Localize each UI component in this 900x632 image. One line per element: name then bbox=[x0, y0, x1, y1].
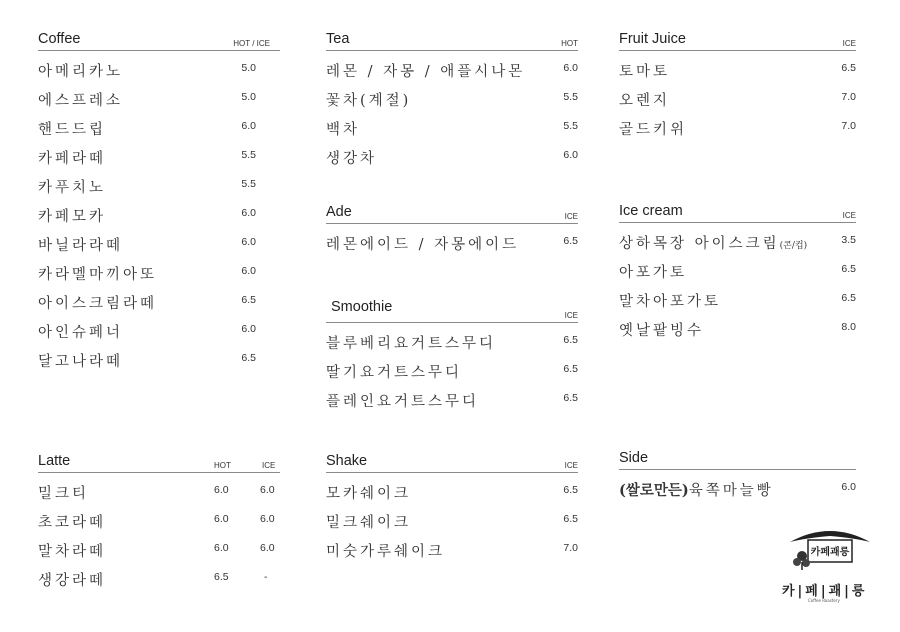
column-header-hot: HOT bbox=[214, 461, 231, 470]
item-name: 밀크티 bbox=[38, 486, 90, 502]
item-price: 6.5 bbox=[841, 292, 856, 304]
item-name: 초코라떼 bbox=[38, 515, 107, 531]
item-name: 아메리카노 bbox=[38, 64, 124, 80]
item-name: 백차 bbox=[326, 122, 361, 138]
item-name: 토마토 bbox=[619, 64, 671, 80]
item-name: 카페모카 bbox=[38, 209, 107, 225]
item-name: 플레인요거트스무디 bbox=[326, 394, 480, 410]
juice-section bbox=[619, 30, 856, 141]
item-name: 레몬 / 자몽 / 애플시나몬 bbox=[326, 64, 526, 80]
item-prefix: (쌀로만든) bbox=[619, 482, 689, 499]
item-price: 5.5 bbox=[563, 91, 578, 103]
item-name-text: 상하목장 아이스크림 bbox=[619, 236, 780, 252]
item-price: 7.0 bbox=[841, 120, 856, 132]
item-name bbox=[619, 232, 807, 253]
menu-item bbox=[38, 534, 280, 563]
item-price: 6.5 bbox=[241, 352, 256, 364]
menu-item bbox=[326, 54, 578, 83]
item-name: 모카쉐이크 bbox=[326, 486, 412, 502]
section-title: Latte bbox=[38, 453, 71, 469]
menu-item bbox=[619, 473, 856, 502]
menu-item bbox=[619, 255, 856, 284]
shake-header bbox=[326, 452, 578, 473]
column-header: ICE bbox=[842, 211, 856, 220]
item-price: 6.0 bbox=[841, 481, 856, 493]
section-title: Smoothie bbox=[331, 299, 393, 315]
menu-item bbox=[38, 170, 280, 199]
menu-item bbox=[38, 83, 280, 112]
item-price: 7.0 bbox=[563, 542, 578, 554]
item-name: 밀크쉐이크 bbox=[326, 515, 412, 531]
item-price-hot: 6.0 bbox=[214, 542, 229, 554]
item-price: 6.0 bbox=[563, 149, 578, 161]
item-price: 6.5 bbox=[841, 263, 856, 275]
item-name: 핸드드립 bbox=[38, 122, 107, 138]
item-price-ice: - bbox=[264, 571, 268, 583]
cafe-name: 카|페|괘|릉 bbox=[782, 584, 868, 599]
item-price: 6.0 bbox=[563, 62, 578, 74]
menu-item bbox=[38, 257, 280, 286]
item-price: 6.0 bbox=[241, 236, 256, 248]
item-price: 5.5 bbox=[563, 120, 578, 132]
column-header: HOT bbox=[561, 39, 578, 48]
menu-item bbox=[38, 505, 280, 534]
item-name: 딸기요거트스무디 bbox=[326, 365, 463, 381]
menu-item bbox=[38, 476, 280, 505]
menu-item bbox=[38, 199, 280, 228]
menu-item bbox=[326, 505, 578, 534]
menu-item bbox=[619, 54, 856, 83]
menu-item bbox=[619, 112, 856, 141]
item-price-ice: 6.0 bbox=[260, 484, 275, 496]
section-title: Ade bbox=[326, 204, 352, 220]
item-price: 3.5 bbox=[841, 234, 856, 246]
item-name: 아이스크림라떼 bbox=[38, 296, 158, 312]
menu-item bbox=[326, 534, 578, 563]
item-price: 8.0 bbox=[841, 321, 856, 333]
shake-section bbox=[326, 452, 578, 563]
menu-item bbox=[326, 141, 578, 170]
item-price: 6.5 bbox=[563, 484, 578, 496]
item-price: 6.5 bbox=[841, 62, 856, 74]
section-title: Fruit Juice bbox=[619, 31, 686, 47]
column-header: ICE bbox=[842, 39, 856, 48]
item-price: 6.5 bbox=[241, 294, 256, 306]
latte-header bbox=[38, 452, 280, 473]
item-price: 6.0 bbox=[241, 265, 256, 277]
menu-item bbox=[326, 83, 578, 112]
item-name: 말차라떼 bbox=[38, 544, 107, 560]
item-name: 꽃차(계절) bbox=[326, 93, 412, 109]
section-title: Tea bbox=[326, 31, 350, 47]
column-header-ice: ICE bbox=[262, 461, 276, 470]
menu-item bbox=[619, 284, 856, 313]
item-price: 6.5 bbox=[563, 334, 578, 346]
menu-item bbox=[326, 355, 578, 384]
menu-item bbox=[619, 226, 856, 255]
item-price: 5.5 bbox=[241, 149, 256, 161]
item-price: 6.5 bbox=[563, 235, 578, 247]
ade-header bbox=[326, 203, 578, 224]
item-price: 6.5 bbox=[563, 363, 578, 375]
smoothie-header bbox=[326, 298, 578, 323]
menu-item bbox=[38, 54, 280, 83]
item-name: 카푸치노 bbox=[38, 180, 107, 196]
menu-item bbox=[326, 326, 578, 355]
item-name: 달고나라떼 bbox=[38, 354, 124, 370]
menu-item bbox=[38, 141, 280, 170]
item-price-ice: 6.0 bbox=[260, 513, 275, 525]
item-name: 골드키위 bbox=[619, 122, 688, 138]
item-price: 6.5 bbox=[563, 392, 578, 404]
item-price-hot: 6.5 bbox=[214, 571, 229, 583]
menu-item bbox=[326, 227, 578, 256]
section-title: Coffee bbox=[38, 31, 81, 47]
latte-section bbox=[38, 452, 280, 592]
item-name: 바닐라라떼 bbox=[38, 238, 124, 254]
column-header: HOT / ICE bbox=[233, 39, 270, 48]
menu-item bbox=[38, 344, 280, 373]
juice-header bbox=[619, 30, 856, 51]
coffee-header bbox=[38, 30, 280, 51]
item-name: 블루베리요거트스무디 bbox=[326, 336, 497, 352]
item-name-text: 육쪽마늘빵 bbox=[688, 483, 774, 499]
icecream-section bbox=[619, 202, 856, 342]
menu-item bbox=[38, 112, 280, 141]
item-name: 카라멜마끼아또 bbox=[38, 267, 158, 283]
item-name: 카페라떼 bbox=[38, 151, 107, 167]
item-price: 5.5 bbox=[241, 178, 256, 190]
item-price: 5.0 bbox=[241, 62, 256, 74]
item-name: 생강차 bbox=[326, 151, 378, 167]
menu-item bbox=[38, 563, 280, 592]
menu-item bbox=[38, 315, 280, 344]
item-name bbox=[619, 479, 774, 500]
coffee-section bbox=[38, 30, 280, 373]
tea-section bbox=[326, 30, 578, 170]
cafe-subtitle: Coffee Roastery bbox=[808, 598, 840, 603]
section-title: Ice cream bbox=[619, 203, 683, 219]
icecream-header bbox=[619, 202, 856, 223]
item-name: 미숫가루쉐이크 bbox=[326, 544, 446, 560]
item-name: 오렌지 bbox=[619, 93, 671, 109]
emblem-text: 카페괘릉 bbox=[810, 547, 850, 558]
section-title: Shake bbox=[326, 453, 368, 469]
menu-item bbox=[38, 228, 280, 257]
item-name: 에스프레소 bbox=[38, 93, 124, 109]
item-note: (콘/컵) bbox=[779, 241, 808, 251]
item-price: 7.0 bbox=[841, 91, 856, 103]
menu-item bbox=[619, 83, 856, 112]
menu-item bbox=[326, 112, 578, 141]
column-header: ICE bbox=[564, 311, 578, 320]
item-name: 아인슈페너 bbox=[38, 325, 124, 341]
side-header bbox=[619, 449, 856, 470]
smoothie-section bbox=[326, 298, 578, 413]
column-header: ICE bbox=[564, 212, 578, 221]
menu-item bbox=[38, 286, 280, 315]
item-price: 6.0 bbox=[241, 323, 256, 335]
item-price: 6.0 bbox=[241, 207, 256, 219]
item-name: 말차아포가토 bbox=[619, 294, 722, 310]
item-name: 아포가토 bbox=[619, 265, 688, 281]
item-name: 생강라떼 bbox=[38, 573, 107, 589]
ade-section bbox=[326, 203, 578, 256]
menu-item bbox=[326, 476, 578, 505]
section-title: Side bbox=[619, 450, 649, 466]
item-price-hot: 6.0 bbox=[214, 513, 229, 525]
tea-header bbox=[326, 30, 578, 51]
column-header: ICE bbox=[564, 461, 578, 470]
side-section bbox=[619, 449, 856, 502]
item-price: 6.5 bbox=[563, 513, 578, 525]
item-name: 옛날팥빙수 bbox=[619, 323, 705, 339]
menu-item bbox=[326, 384, 578, 413]
item-price-hot: 6.0 bbox=[214, 484, 229, 496]
item-price-ice: 6.0 bbox=[260, 542, 275, 554]
menu-item bbox=[619, 313, 856, 342]
item-price: 5.0 bbox=[241, 91, 256, 103]
item-name: 레몬에이드 / 자몽에이드 bbox=[326, 237, 520, 253]
item-price: 6.0 bbox=[241, 120, 256, 132]
